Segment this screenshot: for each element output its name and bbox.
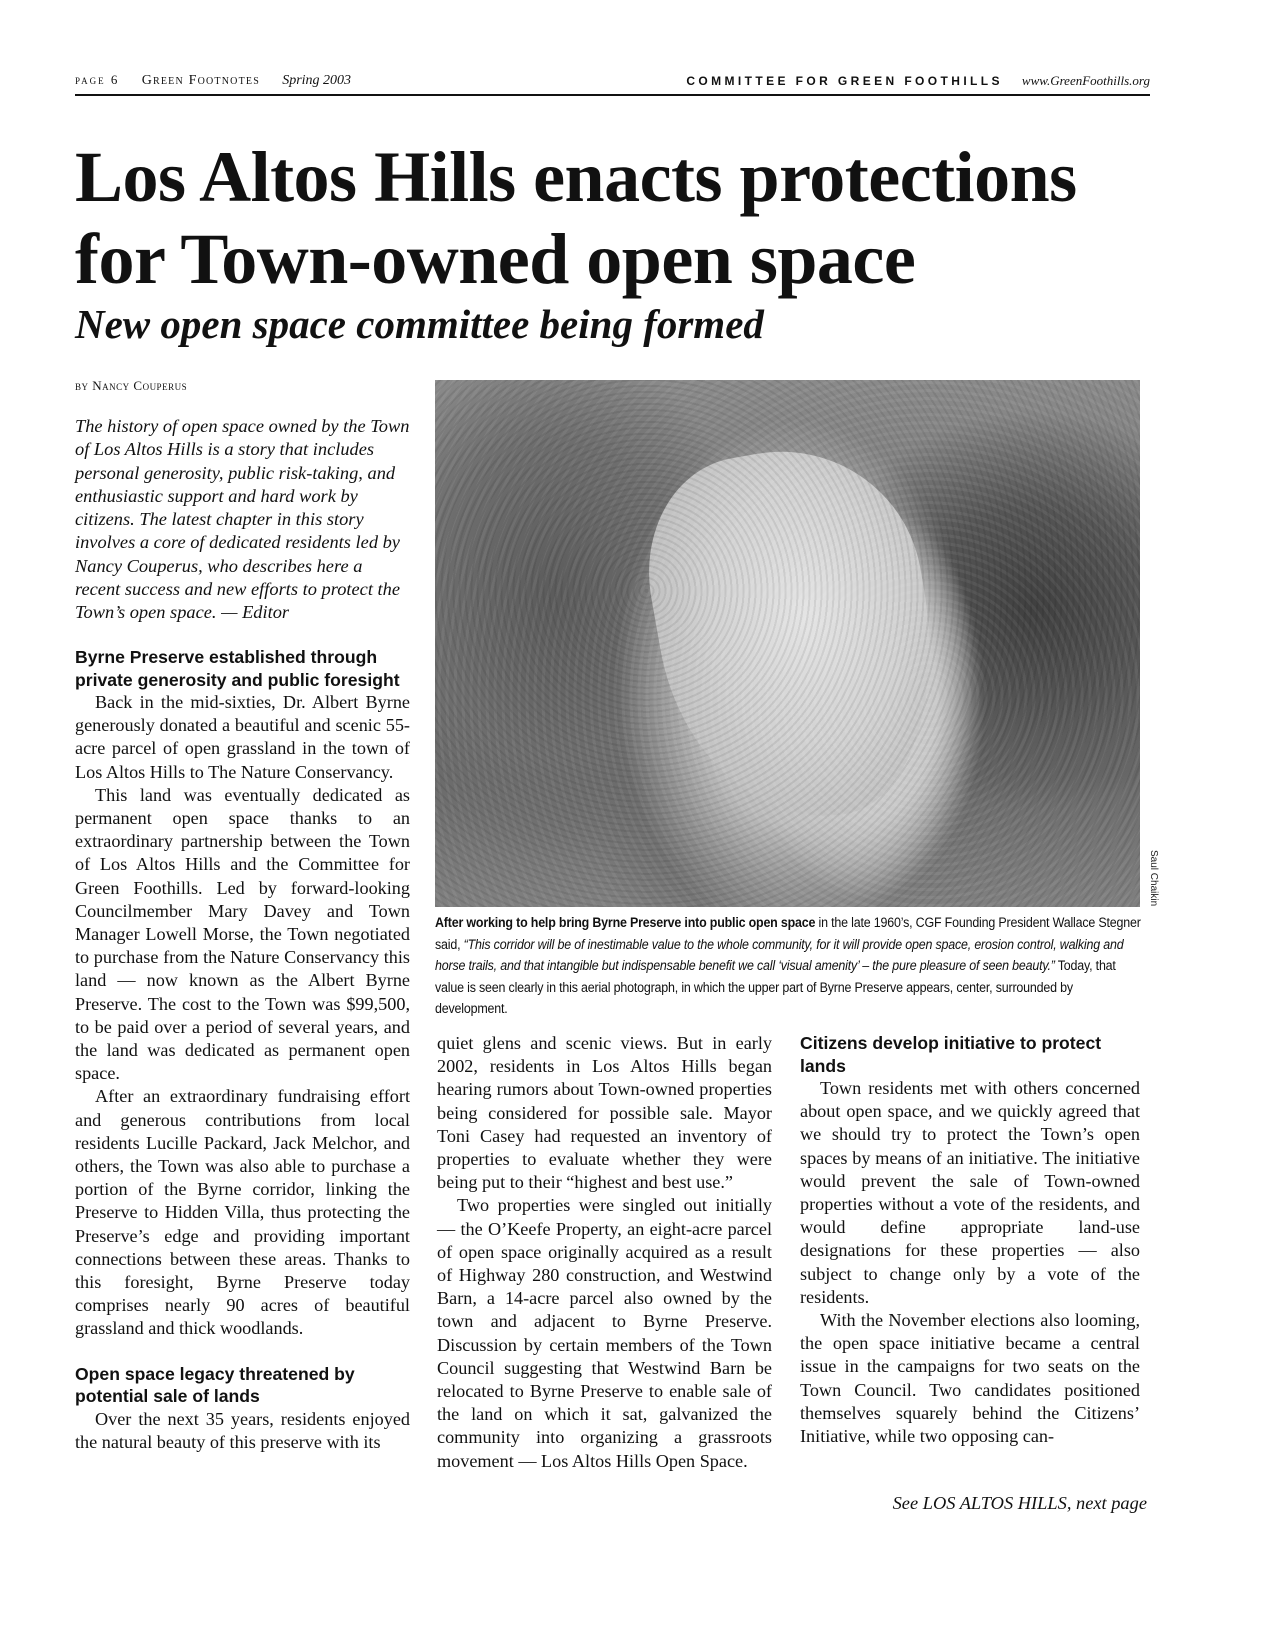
right-column [800, 1032, 1140, 1448]
organization-name: COMMITTEE FOR GREEN FOOTHILLS [686, 74, 1003, 88]
header-left [75, 72, 351, 89]
section-heading: Byrne Preserve established through private generosity and public foresight [75, 647, 400, 690]
issue-season: Spring 2003 [282, 73, 352, 88]
paragraph: After an extraordinary fundraising effort and generous contributions from local residents Lucille Packard, Jack Melchor, and others, the Town was also able to purchase a portion of the Byrne corridor, linking the Preserve to Hidden Villa, thus protecting the Preserve’s edge and providing important connections between these areas. Thanks to this foresight, Byrne Preserve today comprises nearly 90 acres of beautiful grassland and thick woodlands. [75, 1086, 410, 1339]
photo-caption [435, 912, 1146, 1020]
paragraph: Two properties were singled out initially — the O’Keefe Property, an eight-acre parcel of open space originally acquired as a result of Highway 280 construction, and Westwind Barn, a 14-acre parcel also owned by the town and adjacent to Byrne Preserve. Discussion by certain members of the Town Council suggesting that Westwind Barn be relocated to Byrne Preserve to enable sale of the land on which it sat, galvanized the community into organizing a grassroots movement — Los Altos Hills Open Space. [437, 1195, 772, 1471]
headline: Los Altos Hills enacts protections for Town-owned open space [75, 137, 1077, 299]
header-right [686, 73, 1150, 89]
publication-name: Green Footnotes [141, 73, 260, 88]
continuation-link[interactable]: See LOS ALTOS HILLS, next page [892, 1493, 1147, 1513]
paragraph: Over the next 35 years, residents enjoyed the natural beauty of this preserve with its [75, 1408, 410, 1452]
paragraph: With the November elections also looming, the open space initiative became a central issue in the campaigns for two seats on the Town Council. Two candidates positioned themselves squarely behind the Citizens’ Initiative, while two opposing can- [800, 1310, 1140, 1447]
section-heading: Citizens develop initiative to protect lands [800, 1033, 1102, 1076]
caption-lead: After working to help bring Byrne Preserve into public open space [435, 915, 816, 930]
subheadline: New open space committee being formed [75, 301, 764, 347]
paragraph: This land was eventually dedicated as permanent open space thanks to an extraordinary partnership between the Town of Los Altos Hills and the Committee for Green Foothills. Led by forward-looking Councilmember Mary Davey and Town Manager Lowell Morse, the Town negotiated to purchase from the Nature Conservancy this land — now known as the Albert Byrne Preserve. The cost to the Town was $99,500, to be paid over a period of several years, and the land was dedicated as permanent open space. [75, 784, 410, 1084]
aerial-photo [435, 380, 1140, 907]
page-header [75, 70, 1150, 96]
left-column [75, 646, 410, 1454]
paragraph: Back in the mid-sixties, Dr. Albert Byrne generously donated a beautiful and scenic 55-acre parcel of open grassland in the town of Los Altos Hills to The Nature Conservancy. [75, 692, 410, 782]
byline: by Nancy Couperus [75, 378, 188, 393]
photo-texture [435, 380, 1140, 907]
caption-text: in the late 1960’s, CGF Founding President Wallace Stegner said, [435, 915, 1141, 952]
photo-credit: Saul Chaikin [1148, 850, 1159, 907]
caption-text: Today, that value is seen clearly in this aerial photograph, in which the upper part of Byrne Preserve appears, center, surrounded by development. [435, 958, 1116, 1016]
caption-quote: “This corridor will be of inestimable value to the whole community, for it will provide open space, erosion control, walking and horse trails, and that intangible but indispensable benefit we call ‘visual amenity’ – the pure pleasure of seen beauty.” [435, 936, 1124, 973]
page-number: page 6 [75, 72, 120, 87]
section-heading: Open space legacy threatened by potential sale of lands [75, 1363, 355, 1407]
paragraph: Town residents met with others concerned about open space, and we quickly agreed that we should try to protect the Town’s open spaces by means of an initiative. The initiative would prevent the sale of Town-owned properties without a vote of the residents, and would define appropriate land-use designations for these properties — also subject to change only by a vote of the residents. [800, 1078, 1140, 1307]
middle-column [437, 1032, 772, 1473]
paragraph: quiet glens and scenic views. But in early 2002, residents in Los Altos Hills began hearing rumors about Town-owned properties being considered for possible sale. Mayor Toni Casey had requested an inventory of properties to evaluate whether they were being put to their “highest and best use.” [437, 1033, 772, 1193]
website-url: www.GreenFoothills.org [1021, 73, 1150, 88]
editor-intro: The history of open space owned by the Town of Los Altos Hills is a story that includes personal generosity, public risk-taking, and enthusiastic support and hard work by citizens. The latest chapter in this story involves a core of dedicated residents led by Nancy Couperus, who describes here a recent success and new efforts to protect the Town’s open space. — Editor [75, 416, 410, 623]
